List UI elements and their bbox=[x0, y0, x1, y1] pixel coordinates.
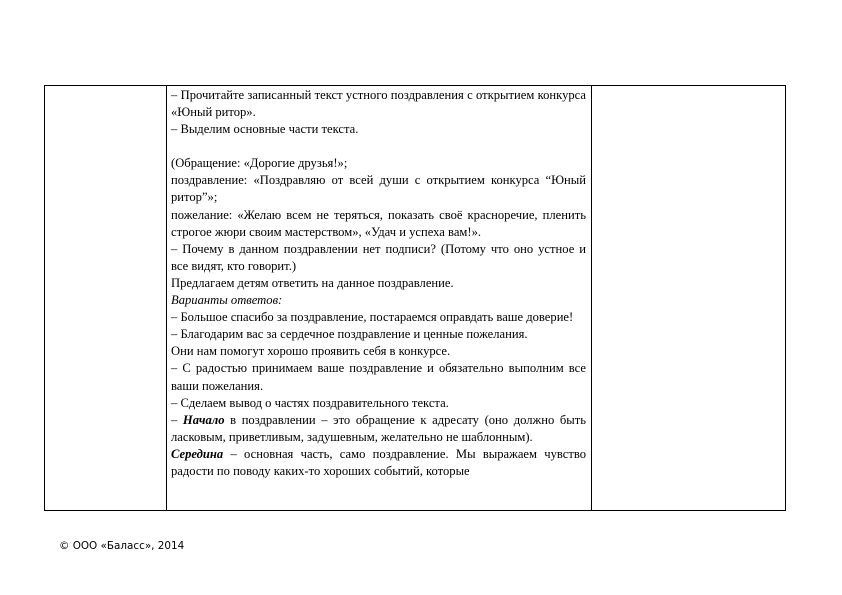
question-signature: – Почему в данном поздравлении нет подписи? (Потому что оно устное и все видят, кто говорит.) bbox=[171, 241, 586, 273]
conclusion-middle bbox=[171, 446, 586, 480]
term-middle: Середина bbox=[171, 446, 224, 461]
lesson-table bbox=[44, 85, 786, 511]
dash: – bbox=[171, 412, 183, 427]
conclusion-intro: – Сделаем вывод о частях поздравительного текста. bbox=[171, 395, 449, 410]
instruction-parts: – Выделим основные части текста. bbox=[171, 122, 359, 137]
table-divider-left bbox=[166, 86, 167, 510]
example-address: (Обращение: «Дорогие друзья!»; bbox=[171, 156, 348, 171]
example-congratulation: поздравление: «Поздравляю от всей души с открытием конкурса “Юный ритор”»; bbox=[171, 173, 586, 205]
beginning-description: в поздравлении – это обращение к адресату (оно должно быть ласковым, приветливым, задушевным, желательно не шаблонным). bbox=[171, 412, 587, 444]
answer-1: – Большое спасибо за поздравление, постараемся оправдать ваше доверие! bbox=[171, 310, 574, 325]
conclusion-beginning bbox=[171, 412, 586, 446]
middle-description: – основная часть, само поздравление. Мы выражаем чувство радости по поводу каких-то хороших событий, которые bbox=[171, 446, 586, 478]
answer-3: – С радостью принимаем ваше поздравление и обязательно выполним все ваши пожелания. bbox=[171, 361, 586, 393]
example-wish: пожелание: «Желаю всем не теряться, показать своё красноречие, пленить строгое жюри своим мастерством», «Удач и успеха вам!». bbox=[171, 207, 586, 239]
copyright-footer: © ООО «Баласс», 2014 bbox=[59, 540, 185, 552]
answer-2-continued: Они нам помогут хорошо проявить себя в конкурсе. bbox=[171, 344, 451, 359]
lesson-content-cell bbox=[171, 87, 586, 480]
answers-heading: Варианты ответов: bbox=[171, 293, 283, 308]
instruction-read-text: – Прочитайте записанный текст устного поздравления с открытием конкурса «Юный ритор». bbox=[171, 88, 586, 120]
task-reply: Предлагаем детям ответить на данное поздравление. bbox=[171, 275, 454, 290]
term-beginning: Начало bbox=[182, 412, 225, 427]
paragraph-gap bbox=[171, 138, 586, 155]
answer-2: – Благодарим вас за сердечное поздравление и ценные пожелания. bbox=[171, 327, 528, 342]
table-divider-right bbox=[591, 86, 592, 510]
